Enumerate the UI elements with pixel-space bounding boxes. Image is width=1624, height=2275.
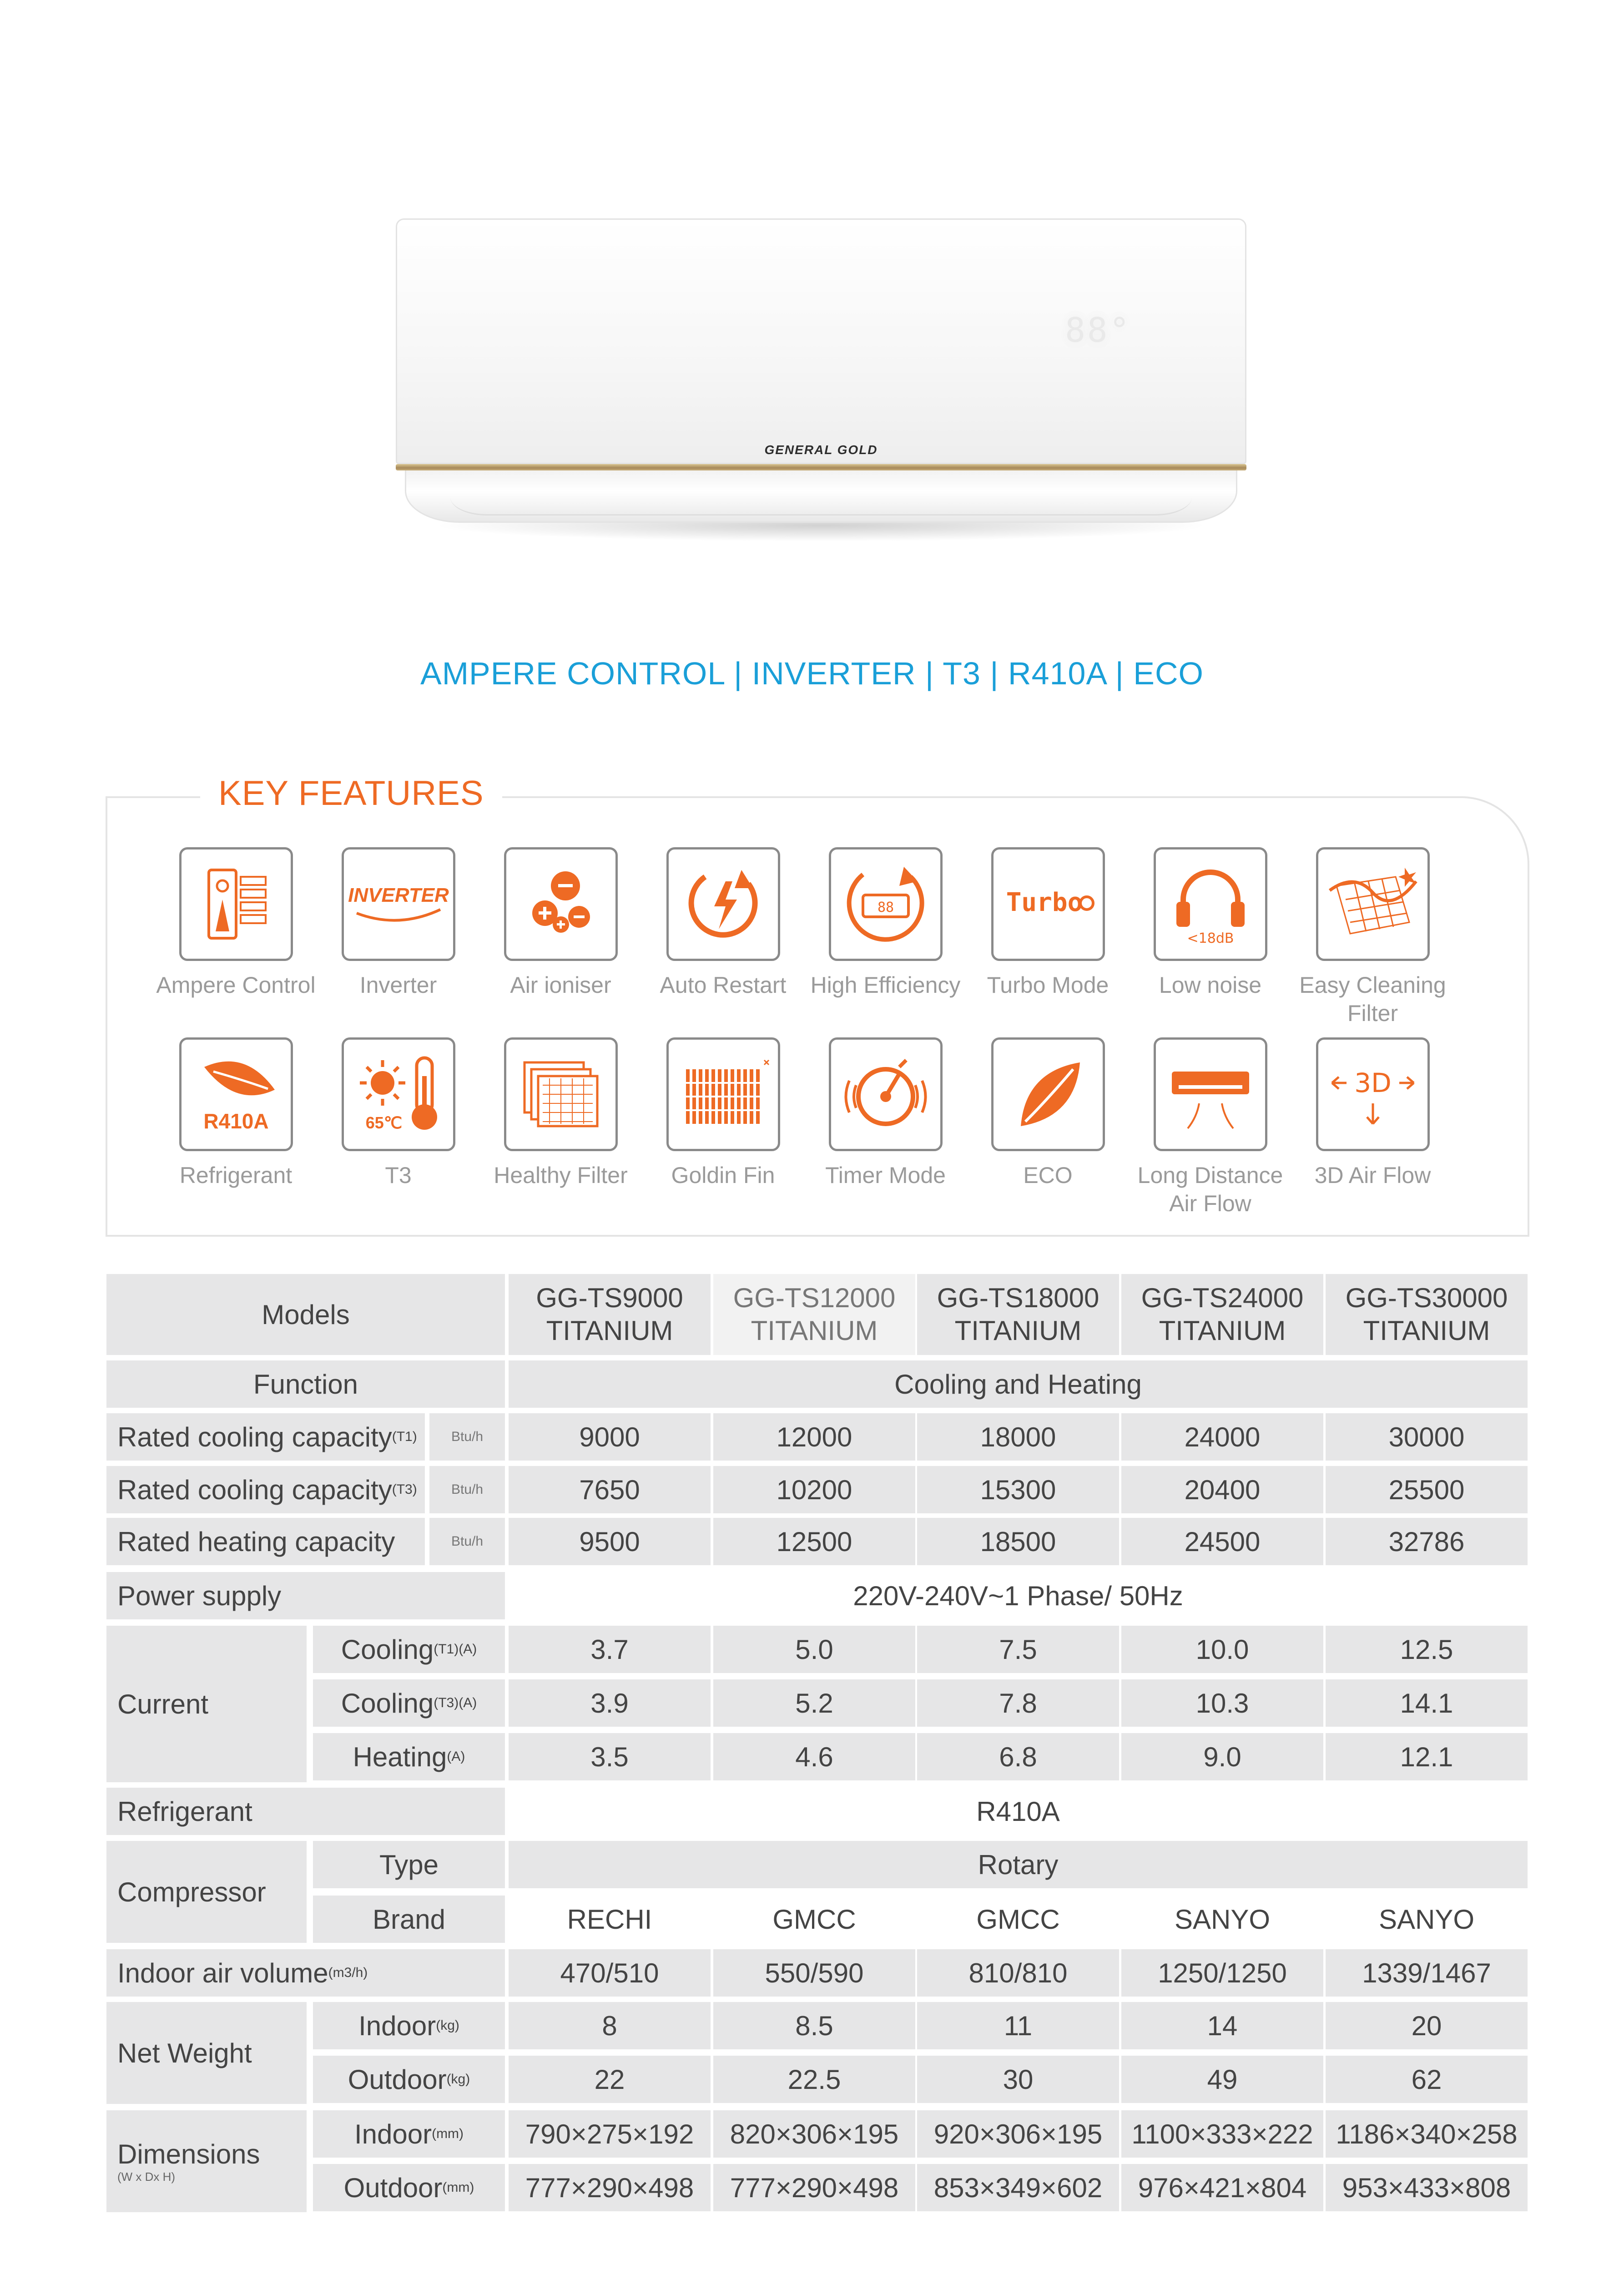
feature-label: 3D Air Flow [1314,1163,1431,1188]
net-weight-value [509,2056,711,2103]
rated-cooling-t1-value [509,1413,711,1461]
rated-cooling-t3-value [1326,1466,1528,1513]
compressor-brand-label-text: Brand [372,1904,446,1935]
refrigerant-value-text: R410A [976,1796,1060,1827]
current-sub-label [313,1626,505,1673]
rated-cooling-t3-value [713,1466,915,1513]
rated-heating-value-text: 32786 [1388,1526,1465,1557]
feature-label: Low noise [1159,972,1262,998]
unit-text: Btu/h [451,1429,484,1444]
feature-label: Long Distance Air Flow [1137,1163,1283,1216]
dimensions-sub-label-text: Indoor [354,2118,432,2149]
unit-display: 88° [1065,311,1131,350]
rated-cooling-t3-label-sub: (T3) [392,1482,417,1497]
current-value-text: 14.1 [1400,1688,1453,1719]
power-supply-value-text: 220V-240V~1 Phase/ 50Hz [853,1580,1183,1611]
compressor-brand-value [1121,1896,1323,1943]
rated-cooling-t1-value-text: 18000 [980,1421,1056,1452]
compressor-brand-value-text: GMCC [976,1904,1060,1935]
current-value [1326,1626,1528,1673]
rated-heating-label [106,1518,425,1565]
rated-heating-value [917,1518,1119,1565]
rated-cooling-t3-value-text: 7650 [579,1474,640,1505]
function-label [106,1360,505,1408]
model-name-line1: GG-TS30000 [1345,1283,1508,1313]
indoor-air-volume-label-sub: (m3/h) [328,1965,368,1980]
feature-label: Easy Cleaning Filter [1299,972,1446,1026]
function-label-text: Function [253,1369,358,1400]
long-distance-air-flow-icon [1154,1037,1267,1151]
feature-t3 [317,1037,479,1189]
net-weight-value [1326,2002,1528,2049]
current-sub-label-sub: (T1)(A) [434,1642,477,1657]
compressor-brand-value [917,1896,1119,1943]
net-weight-value-text: 20 [1411,2010,1442,2041]
unit-cell [429,1518,505,1565]
feature-turbo [967,847,1129,999]
net-weight-value [509,2002,711,2049]
feature-long-distance-air-flow [1129,1037,1291,1218]
current-value [1121,1626,1323,1673]
model-header-cell [509,1274,711,1355]
model-name [1141,1282,1304,1347]
net-weight-sub-label-sub: (kg) [446,2072,470,2087]
rated-cooling-t1-value [713,1413,915,1461]
rated-cooling-t3-value [509,1466,711,1513]
rated-heating-label-text: Rated heating capacity [117,1526,395,1557]
svg-text:<18dB: <18dB [1187,930,1234,946]
dimensions-value [713,2110,915,2158]
current-sub-label-text: Cooling [341,1634,434,1665]
unit-text: Btu/h [451,1534,484,1549]
indoor-air-volume-value-text: 810/810 [968,1957,1068,1988]
rated-cooling-t1-value [917,1413,1119,1461]
dimensions-value [917,2164,1119,2211]
current-sub-label-sub: (T3)(A) [434,1695,477,1710]
net-weight-value-text: 8.5 [795,2010,833,2041]
dimensions-value [509,2110,711,2158]
net-weight-value [713,2002,915,2049]
current-value [509,1679,711,1727]
current-value [713,1679,915,1727]
compressor-brand-value [509,1896,711,1943]
model-name-line1: GG-TS18000 [937,1283,1099,1313]
rated-heating-value-text: 24500 [1184,1526,1261,1557]
net-weight-value [1121,2002,1323,2049]
model-header-cell [713,1274,915,1355]
current-value-text: 10.3 [1195,1688,1249,1719]
model-header-cell [917,1274,1119,1355]
net-weight-sub-label [313,2002,505,2049]
feature-label: Goldin Fin [671,1163,775,1188]
rated-cooling-t1-value-text: 12000 [776,1421,852,1452]
svg-text:88: 88 [877,900,894,915]
unit-cell [429,1413,505,1461]
model-header-cell [1121,1274,1323,1355]
indoor-air-volume-value [1121,1949,1323,1997]
turbo-icon [991,847,1105,961]
model-header-cell [1326,1274,1528,1355]
model-name-line2: TITANIUM [751,1315,878,1346]
current-value [509,1626,711,1673]
model-name [1346,1282,1508,1347]
current-value-text: 6.8 [999,1741,1037,1772]
rated-cooling-t1-label [106,1413,425,1461]
rated-cooling-t1-value-text: 9000 [579,1421,640,1452]
dimensions-sub-label [313,2110,505,2158]
rated-cooling-t1-label-text: Rated cooling capacity [117,1421,392,1452]
dimensions-sub-label-sub: (mm) [432,2126,464,2141]
compressor-brand-value [1326,1896,1528,1943]
feature-ampere-control [155,847,317,999]
current-value-text: 7.8 [999,1688,1037,1719]
feature-air-ioniser [479,847,642,999]
rated-cooling-t3-label [106,1466,425,1513]
compressor-brand-value-text: GMCC [772,1904,856,1935]
feature-timer [804,1037,967,1189]
feature-label: Timer Mode [825,1163,946,1188]
feature-label: Air ioniser [510,972,611,998]
rated-cooling-t3-label-text: Rated cooling capacity [117,1474,392,1505]
unit-cell [429,1466,505,1513]
power-supply-label-text: Power supply [117,1580,282,1611]
dimensions-value-text: 920×306×195 [933,2118,1103,2149]
feature-label: T3 [385,1163,412,1188]
dimensions-value [1326,2164,1528,2211]
feature-label: Inverter [359,972,437,998]
compressor-brand-value [713,1896,915,1943]
refrigerant-label [106,1788,505,1835]
net-weight-label [106,2002,307,2104]
function-value [509,1360,1528,1408]
net-weight-value [917,2056,1119,2103]
dimensions-label-text: Dimensions [117,2139,260,2169]
net-weight-value [1326,2056,1528,2103]
current-value [713,1733,915,1780]
net-weight-sub-label [313,2056,505,2103]
refrigerant-value [509,1788,1528,1835]
rated-cooling-t3-value-text: 20400 [1184,1474,1261,1505]
current-value-text: 3.7 [590,1634,629,1665]
svg-text:Turbo: Turbo [1006,888,1083,917]
refrigerant-icon [179,1037,293,1151]
model-name [733,1282,896,1347]
feature-label: Healthy Filter [494,1163,628,1188]
t3-icon [342,1037,455,1151]
dimensions-value [1121,2164,1323,2211]
dimensions-value [509,2164,711,2211]
rated-heating-value-text: 12500 [776,1526,852,1557]
models-header [106,1274,505,1355]
dimensions-sub-label [313,2164,505,2211]
current-value-text: 12.1 [1400,1741,1453,1772]
indoor-air-volume-label [106,1949,505,1997]
current-value [917,1626,1119,1673]
dimensions-value-text: 1186×340×258 [1336,2118,1518,2149]
models-header-text: Models [262,1299,350,1330]
compressor-label-text: Compressor [117,1876,266,1907]
dimensions-sub-label-sub: (mm) [442,2180,474,2195]
net-weight-value [917,2002,1119,2049]
svg-text:R410A: R410A [203,1109,269,1133]
feature-inverter [317,847,479,999]
current-value [1121,1679,1323,1727]
current-value-text: 3.9 [590,1688,629,1719]
compressor-type-value [509,1841,1528,1888]
rated-heating-value-text: 18500 [980,1526,1056,1557]
healthy-filter-icon [504,1037,618,1151]
refrigerant-label-text: Refrigerant [117,1796,252,1827]
current-sub-label [313,1733,505,1780]
net-weight-sub-label-sub: (kg) [436,2018,459,2033]
net-weight-value [1121,2056,1323,2103]
indoor-air-volume-value [509,1949,711,1997]
current-value-text: 3.5 [590,1741,629,1772]
rated-cooling-t3-value [1121,1466,1323,1513]
compressor-type-label-text: Type [379,1849,439,1880]
feature-refrigerant [155,1037,317,1189]
svg-text:3D: 3D [1354,1067,1392,1098]
feature-label: Refrigerant [179,1163,293,1188]
indoor-air-volume-label-text: Indoor air volume [117,1957,328,1988]
3d-air-flow-icon [1316,1037,1430,1151]
compressor-brand-value-text: RECHI [567,1904,652,1935]
model-name [937,1282,1099,1347]
dimensions-value [917,2110,1119,2158]
current-sub-label [313,1679,505,1727]
feature-high-efficiency [804,847,967,999]
net-weight-value-text: 8 [602,2010,617,2041]
indoor-air-volume-value-text: 550/590 [765,1957,864,1988]
dimensions-value-text: 790×275×192 [525,2118,694,2149]
power-supply-label [106,1572,505,1619]
timer-icon [829,1037,943,1151]
feature-eco-leaf [967,1037,1129,1189]
rated-heating-value [1121,1518,1323,1565]
svg-text:INVERTER: INVERTER [348,884,449,906]
key-features-title: KEY FEATURES [200,774,502,813]
current-label [106,1626,307,1782]
rated-cooling-t1-value [1121,1413,1323,1461]
compressor-label [106,1841,307,1943]
inverter-icon [342,847,455,961]
compressor-brand-label [313,1896,505,1943]
eco-leaf-icon [991,1037,1105,1151]
unit-text: Btu/h [451,1482,484,1497]
indoor-air-volume-value-text: 1250/1250 [1158,1957,1287,1988]
feature-label: Turbo Mode [987,972,1109,998]
current-value [1326,1679,1528,1727]
rated-heating-value [713,1518,915,1565]
net-weight-value-text: 22 [594,2064,625,2095]
model-name-line2: TITANIUM [1159,1315,1286,1346]
rated-heating-value-text: 9500 [579,1526,640,1557]
air-ioniser-icon [504,847,618,961]
power-supply-value [509,1572,1528,1619]
dimensions-value [1326,2110,1528,2158]
feature-label: High Efficiency [810,972,961,998]
feature-low-noise [1129,847,1291,999]
current-value-text: 5.2 [795,1688,833,1719]
current-value [509,1733,711,1780]
current-value-text: 9.0 [1203,1741,1241,1772]
easy-cleaning-filter-icon [1316,847,1430,961]
current-value [1121,1733,1323,1780]
net-weight-label-text: Net Weight [117,2037,252,2068]
rated-heating-value [509,1518,711,1565]
feature-label: Auto Restart [660,972,787,998]
rated-cooling-t3-value-text: 15300 [980,1474,1056,1505]
current-sub-label-text: Heating [353,1741,447,1772]
current-value [713,1626,915,1673]
model-name-line1: GG-TS24000 [1141,1283,1304,1313]
rated-cooling-t1-value [1326,1413,1528,1461]
current-value-text: 5.0 [795,1634,833,1665]
goldin-fin-icon [666,1037,780,1151]
current-value [917,1733,1119,1780]
dimensions-value-text: 976×421×804 [1138,2172,1307,2203]
current-value-text: 7.5 [999,1634,1037,1665]
dimensions-value [713,2164,915,2211]
dimensions-value-text: 777×290×498 [525,2172,694,2203]
rated-cooling-t3-value-text: 10200 [776,1474,852,1505]
current-sub-label-sub: (A) [447,1749,465,1764]
net-weight-value-text: 11 [1004,2010,1033,2041]
net-weight-value-text: 22.5 [787,2064,841,2095]
net-weight-value [713,2056,915,2103]
function-value-text: Cooling and Heating [894,1369,1142,1400]
dimensions-value-text: 820×306×195 [730,2118,899,2149]
low-noise-icon [1154,847,1267,961]
feature-healthy-filter [479,1037,642,1189]
high-efficiency-icon [829,847,943,961]
indoor-air-volume-value-text: 470/510 [560,1957,659,1988]
dimensions-value-text: 1100×333×222 [1131,2118,1313,2149]
rated-cooling-t3-value [917,1466,1119,1513]
dimensions-value-text: 853×349×602 [933,2172,1103,2203]
dimensions-sublabel: (W x Dx H) [117,2170,176,2184]
dimensions-value-text: 777×290×498 [730,2172,899,2203]
indoor-air-volume-value [713,1949,915,1997]
net-weight-value-text: 30 [1003,2064,1034,2095]
model-name-line2: TITANIUM [1363,1315,1490,1346]
ampere-control-icon [179,847,293,961]
unit-vane [450,478,1192,516]
model-name [536,1282,683,1347]
feature-auto-restart [642,847,804,999]
model-name-line2: TITANIUM [546,1315,673,1346]
rated-cooling-t3-value-text: 25500 [1388,1474,1465,1505]
svg-text:65℃: 65℃ [365,1113,402,1132]
model-name-line1: GG-TS9000 [536,1283,683,1313]
current-label-text: Current [117,1689,209,1719]
indoor-unit-body [396,218,1246,464]
net-weight-sub-label-text: Indoor [358,2010,436,2041]
dimensions-sub-label-text: Outdoor [343,2172,443,2203]
auto-restart-icon [666,847,780,961]
feature-label: ECO [1023,1163,1073,1188]
feature-label: Ampere Control [156,972,316,998]
net-weight-value-text: 62 [1411,2064,1442,2095]
current-value [1326,1733,1528,1780]
current-value-text: 10.0 [1195,1634,1249,1665]
feature-3d-air-flow [1291,1037,1454,1189]
rated-cooling-t1-label-sub: (T1) [392,1429,417,1444]
dimensions-label [106,2110,307,2212]
compressor-brand-value-text: SANYO [1174,1904,1271,1935]
indoor-air-volume-value [917,1949,1119,1997]
indoor-air-volume-value [1326,1949,1528,1997]
rated-cooling-t1-value-text: 24000 [1184,1421,1261,1452]
current-value [917,1679,1119,1727]
net-weight-value-text: 14 [1207,2010,1238,2041]
rated-heating-value [1326,1518,1528,1565]
feature-easy-cleaning-filter [1291,847,1454,1027]
current-value-text: 12.5 [1400,1634,1453,1665]
air-conditioner-image [391,218,1251,546]
current-value-text: 4.6 [795,1741,833,1772]
dimensions-value [1121,2110,1323,2158]
feature-goldin-fin [642,1037,804,1189]
net-weight-sub-label-text: Outdoor [348,2064,447,2095]
net-weight-value-text: 49 [1207,2064,1238,2095]
gold-trim-strip [396,464,1246,470]
compressor-brand-value-text: SANYO [1378,1904,1475,1935]
feature-tagline: AMPERE CONTROL | INVERTER | T3 | R410A | ECO [420,656,1204,691]
model-name-line2: TITANIUM [954,1315,1082,1346]
indoor-air-volume-value-text: 1339/1467 [1362,1957,1491,1988]
compressor-type-label [313,1841,505,1888]
unit-brand-logo: GENERAL GOLD [764,443,878,457]
compressor-type-value-text: Rotary [978,1849,1059,1880]
model-name-line1: GG-TS12000 [733,1283,896,1313]
dimensions-value-text: 953×433×808 [1342,2172,1511,2203]
current-sub-label-text: Cooling [341,1688,434,1719]
rated-cooling-t1-value-text: 30000 [1388,1421,1465,1452]
